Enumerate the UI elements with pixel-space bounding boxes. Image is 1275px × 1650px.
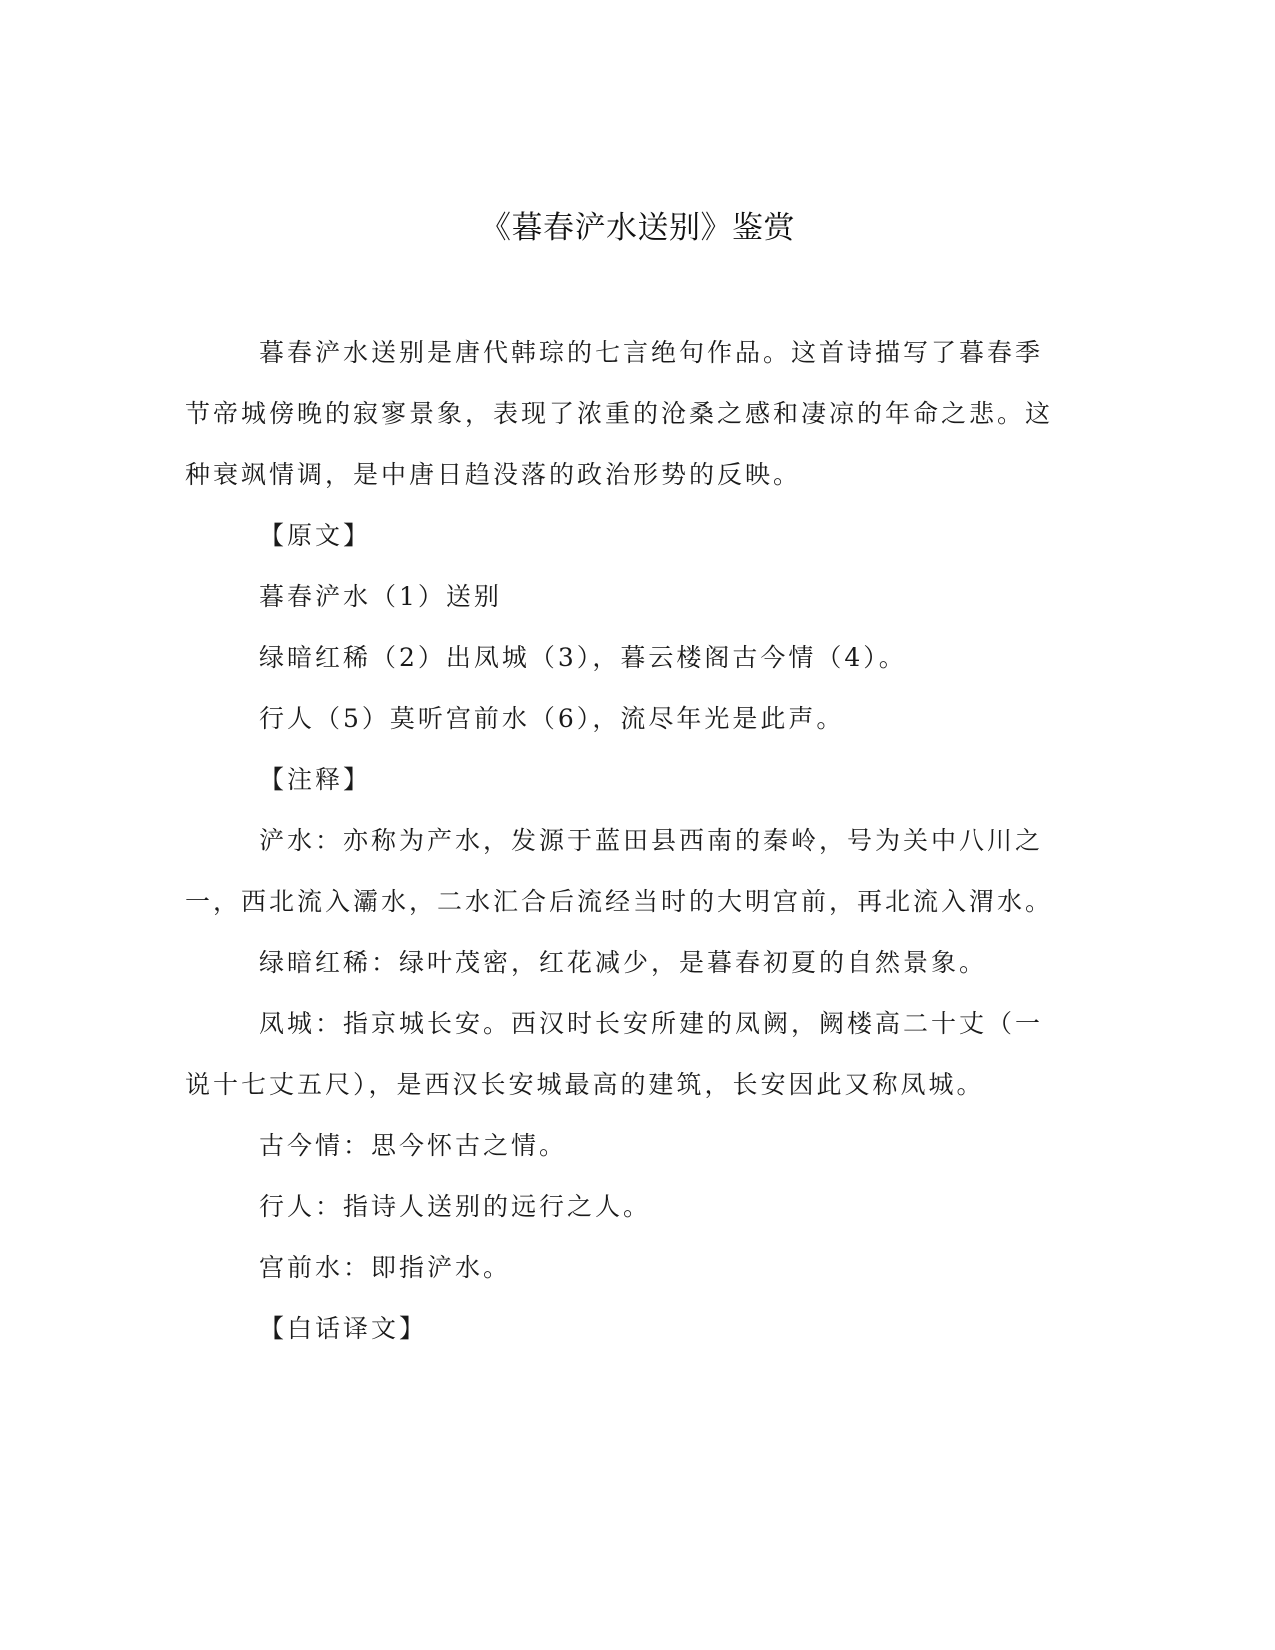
intro-paragraph: 暮春浐水送别是唐代韩琮的七言绝句作品。这首诗描写了暮春季节帝城傍晚的寂寥景象，表现了浓重的沧桑之感和凄凉的年命之悲。这种衰飒情调，是中唐日趋没落的政治形势的反映。: [185, 338, 1054, 489]
note-xingren: 行人：指诗人送别的远行之人。: [259, 1192, 652, 1221]
note-fengcheng: 凤城：指京城长安。西汉时长安所建的凤阙，阙楼高二十丈（一说十七丈五尺），是西汉长安城最高的建筑，长安因此又称凤城。: [185, 1009, 1044, 1099]
poem-title: 暮春浐水（1）送别: [259, 582, 502, 611]
document-body: [185, 322, 1070, 1359]
section-heading-original-text: 【原文】: [259, 521, 372, 550]
section-heading-notes: 【注释】: [259, 765, 372, 794]
document-title: 《暮春浐水送别》鉴赏: [480, 210, 795, 246]
note-gujinqing: 古今情：思今怀古之情。: [259, 1131, 568, 1160]
note-gongqianshui: 宫前水：即指浐水。: [259, 1253, 512, 1282]
note-chanshui: 浐水：亦称为产水，发源于蓝田县西南的秦岭，号为关中八川之一，西北流入灞水，二水汇合后流经当时的大明宫前，再北流入渭水。: [185, 826, 1054, 916]
note-lvanhongxi: 绿暗红稀：绿叶茂密，红花减少，是暮春初夏的自然景象。: [259, 948, 988, 977]
section-heading-translation: 【白话译文】: [259, 1314, 428, 1343]
poem-line-2: 行人（5）莫听宫前水（6），流尽年光是此声。: [259, 704, 845, 733]
poem-line-1: 绿暗红稀（2）出凤城（3），暮云楼阁古今情（4）。: [259, 643, 907, 672]
